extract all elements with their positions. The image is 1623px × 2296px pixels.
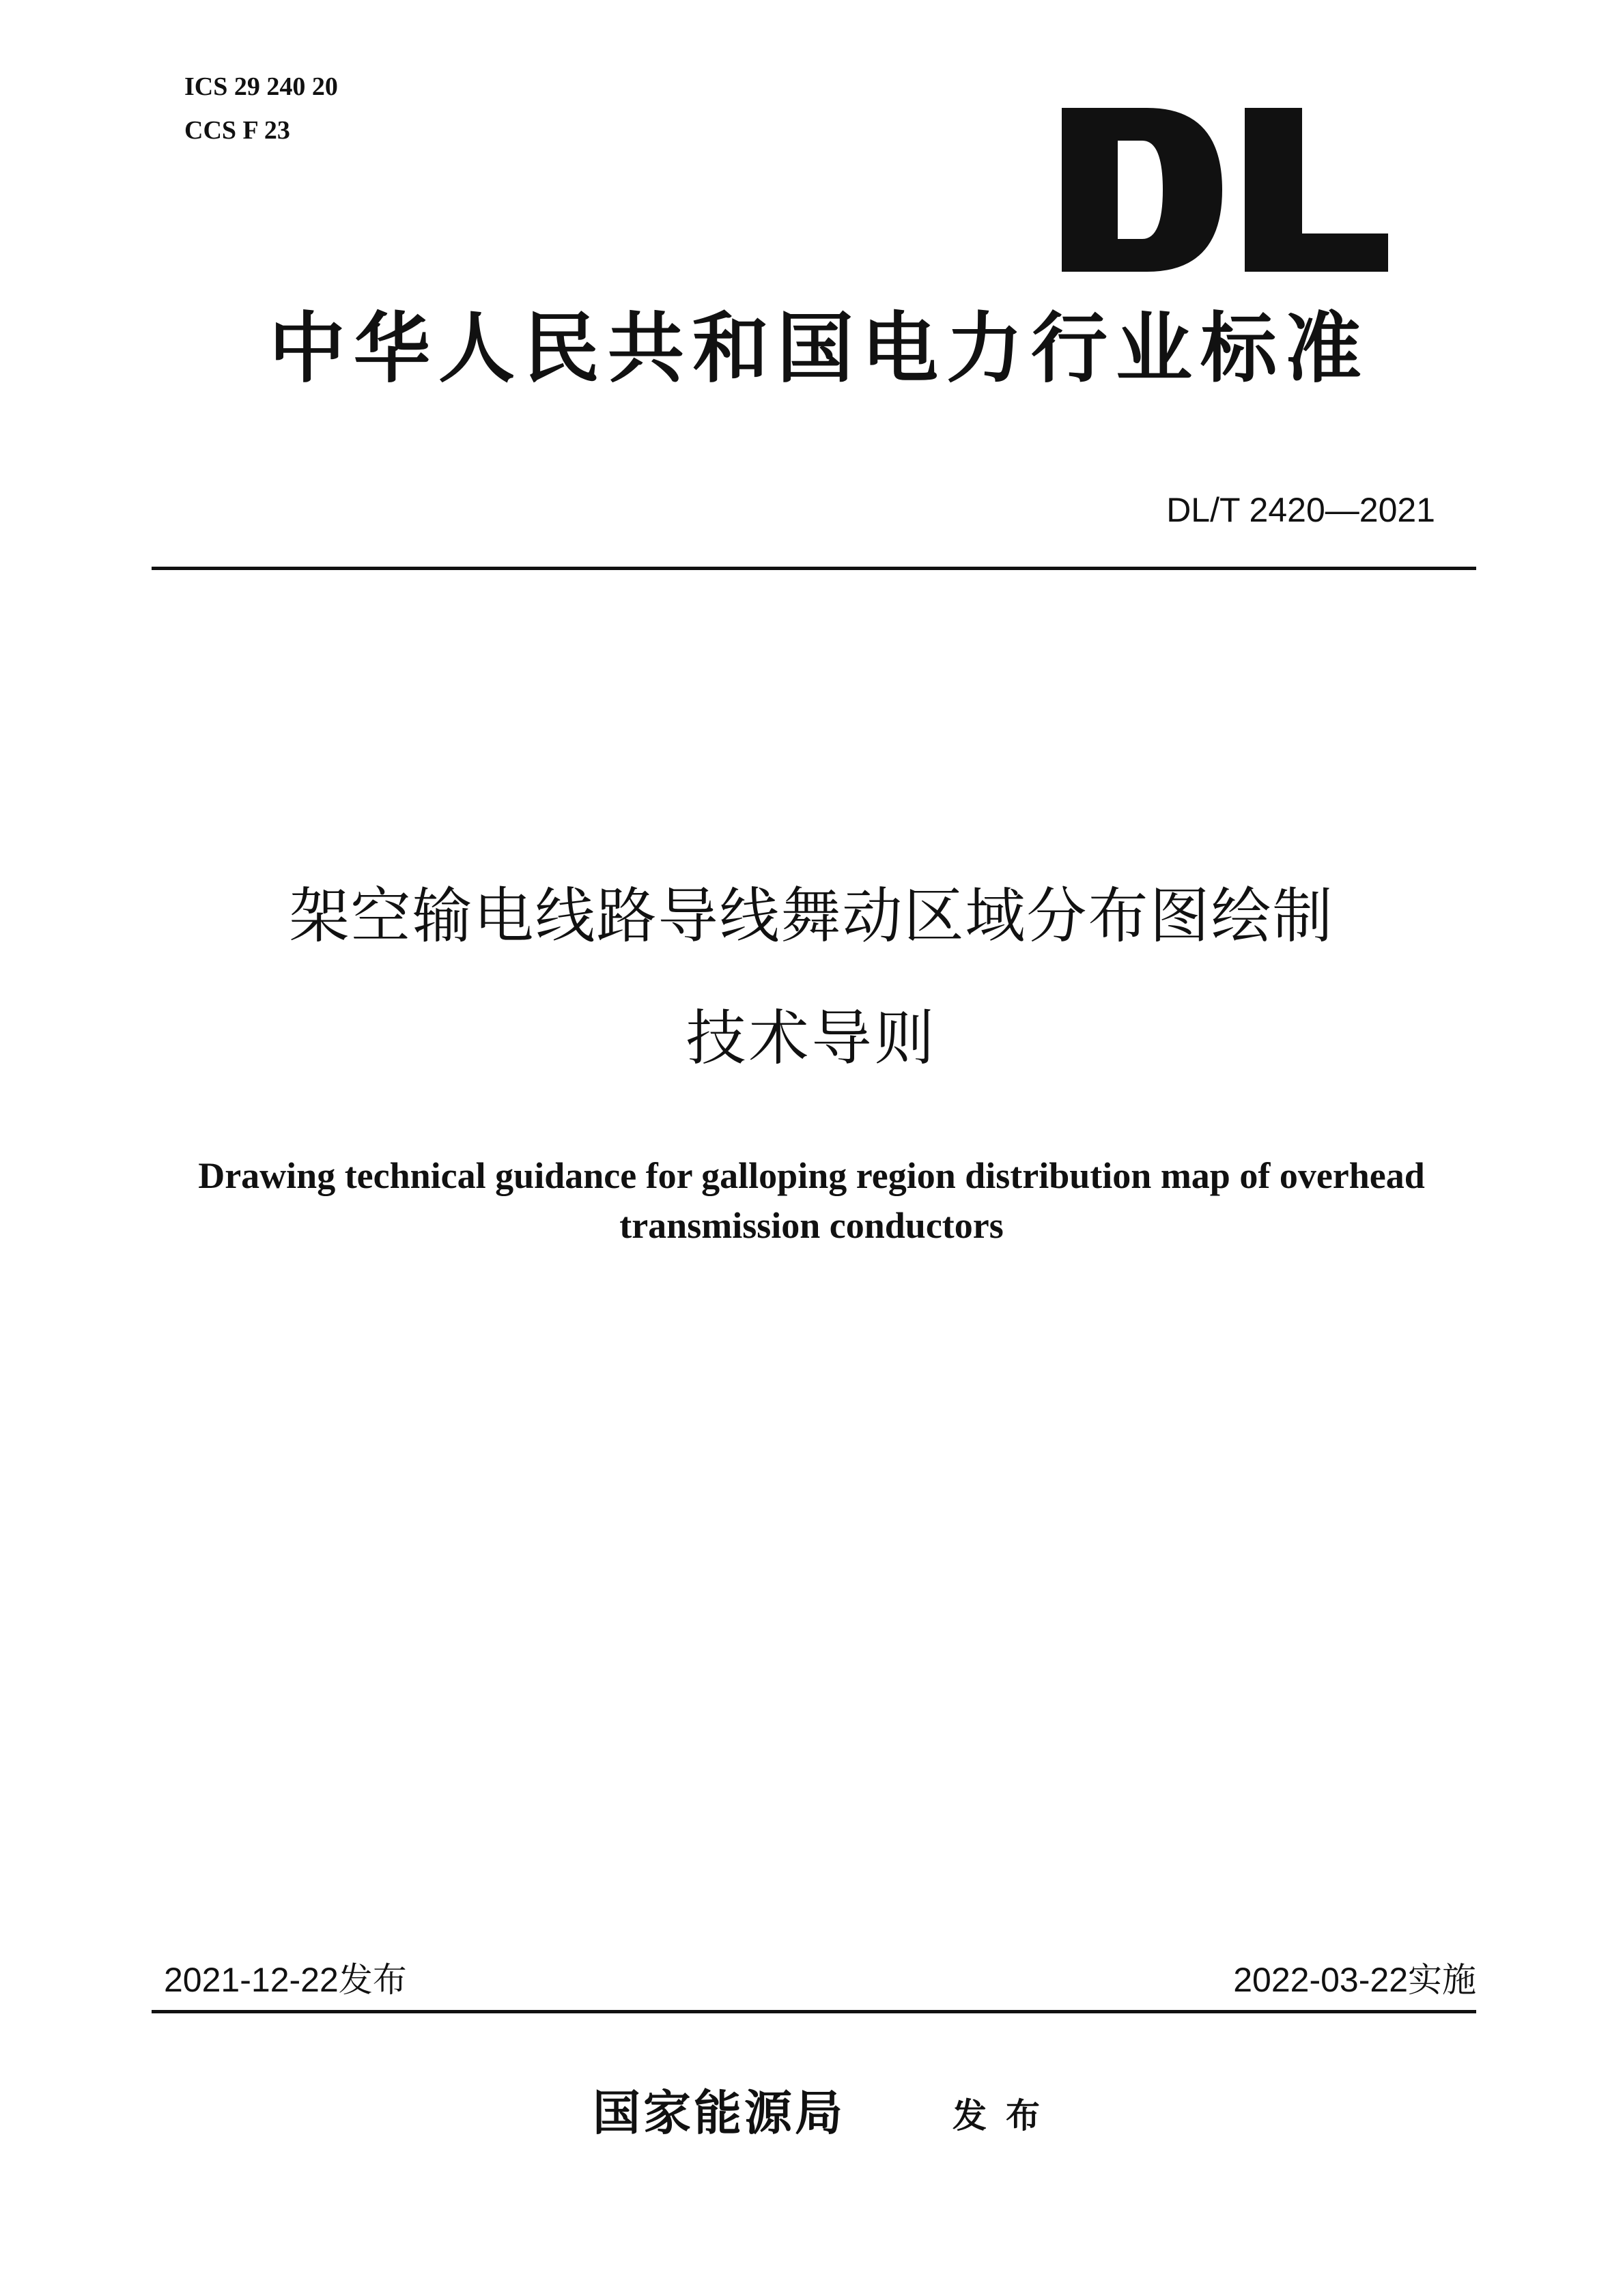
header-divider [152,567,1476,570]
publish-label: 发布 [952,2095,1059,2136]
standard-number: DL/T 2420—2021 [1166,491,1435,529]
dl-logo-icon [1062,108,1389,272]
ics-code: ICS 29 240 20 [184,72,338,101]
industry-standard-title: 中华人民共和国电力行业标准 [269,304,1370,393]
dl-logo-letter-d [1062,108,1222,272]
english-title-line-1: Drawing technical guidance for galloping region distribution map of overhead [198,1155,1425,1196]
english-title-line-2: transmission conductors [619,1205,1004,1246]
footer-divider [152,2010,1476,2013]
dl-logo-letter-l [1245,108,1388,272]
chinese-title-line-1: 架空输电线路导线舞动区域分布图绘制 [289,881,1334,951]
chinese-title-line-2: 技术导则 [686,1003,937,1073]
issue-date: 2021-12-22发布 [164,1961,407,1999]
publisher-name: 国家能源局 [593,2084,845,2141]
implementation-date: 2022-03-22实施 [1233,1961,1476,1999]
ccs-code: CCS F 23 [184,116,290,145]
